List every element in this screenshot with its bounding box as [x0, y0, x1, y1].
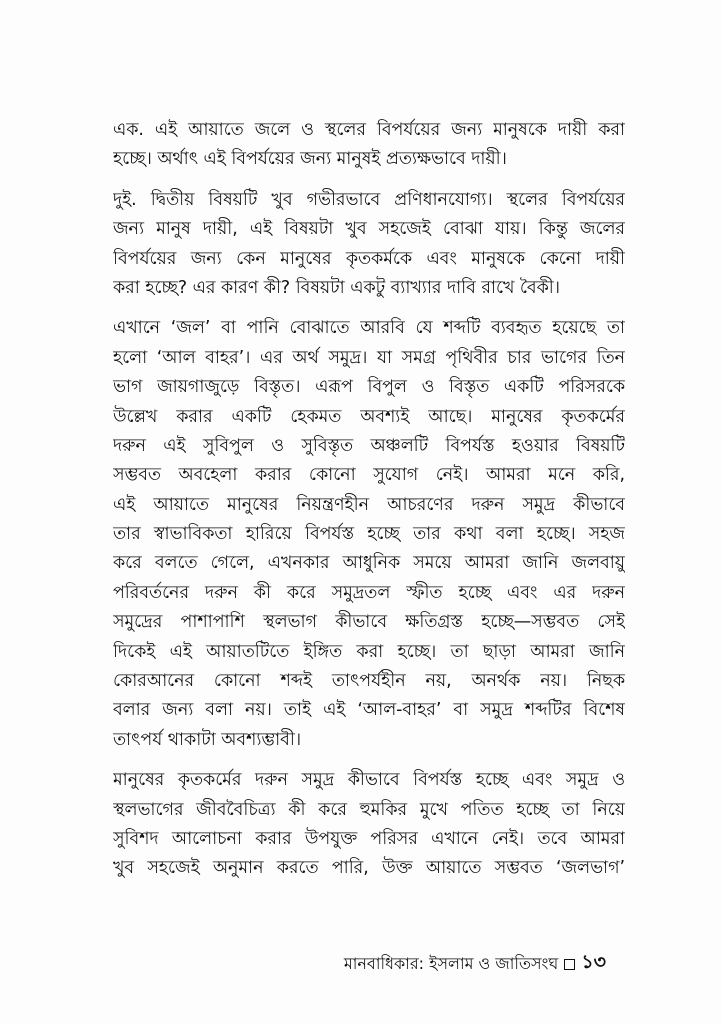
text-line: এখানে ‘জল’ বা পানি বোঝাতে আরবি যে শব্দটি ব্যবহৃত হয়েছে তা — [113, 318, 625, 339]
text-line: উল্লেখ করার একটি হেকমত অবশ্যই আছে। মানুষের কৃতকর্মের — [113, 406, 625, 427]
text-line: তাৎপর্য থাকাটা অবশ্যম্ভাবী। — [113, 729, 302, 750]
running-title: মানবাধিকার: ইসলাম ও জাতিসংঘ — [343, 953, 559, 973]
text-line: কোরআনের কোনো শব্দই তাৎপর্যহীন নয়, অনর্থক নয়। নিছক — [113, 671, 625, 692]
paragraph-2 — [113, 186, 625, 304]
text-line: খুব সহজেই অনুমান করতে পারি, উক্ত আয়াতে সম্ভবত ‘জলভাগ’ — [113, 858, 625, 879]
text-line: তার স্বাভাবিকতা হারিয়ে বিপর্যস্ত হচ্ছে তার কথা বলা হচ্ছে। সহজ — [113, 524, 625, 545]
text-line: মানুষের কৃতকর্মের দরুন সমুদ্র কীভাবে বিপর্যস্ত হচ্ছে এবং সমুদ্র ও — [113, 770, 625, 791]
square-separator-icon — [564, 959, 575, 970]
text-line: করে বলতে গেলে, এখনকার আধুনিক সময়ে আমরা জানি জলবায়ু — [113, 553, 625, 574]
text-line: করা হচ্ছে? এর কারণ কী? বিষয়টা একটু ব্যাখ্যার দাবি রাখে বৈকী। — [113, 277, 560, 298]
text-line: দিকেই এই আয়াতটিতে ইঙ্গিত করা হচ্ছে। তা ছাড়া আমরা জানি — [113, 641, 625, 662]
text-line: পরিবর্তনের দরুন কী করে সমুদ্রতল স্ফীত হচ্ছে এবং এর দরুন — [113, 582, 625, 603]
text-line: জন্য মানুষ দায়ী, এই বিষয়টা খুব সহজেই বোঝা যায়। কিন্তু জলের — [113, 219, 625, 240]
page-footer — [344, 948, 606, 980]
text-line: দরুন এই সুবিপুল ও সুবিস্তৃত অঞ্চলটি বিপর্যস্ত হওয়ার বিষয়টি — [113, 435, 625, 456]
paragraph-4 — [113, 766, 625, 884]
text-line: হচ্ছে। অর্থাৎ এই বিপর্যয়ের জন্য মানুষই প্রত্যক্ষভাবে দায়ী। — [113, 149, 507, 170]
text-line: হলো ‘আল বাহর’। এর অর্থ সমুদ্র। যা সমগ্র পৃথিবীর চার ভাগের তিন — [113, 347, 625, 368]
text-line: এক. এই আয়াতে জলে ও স্থলের বিপর্যয়ের জন্য মানুষকে দায়ী করা — [113, 120, 625, 140]
body-text — [113, 116, 625, 895]
paragraph-3 — [113, 314, 625, 755]
text-line: বলার জন্য বলা নয়। তাই এই ‘আল-বাহর’ বা সমুদ্র শব্দটির বিশেষ — [113, 700, 625, 721]
text-line: সম্ভবত অবহেলা করার কোনো সুযোগ নেই। আমরা মনে করি, — [113, 465, 625, 486]
text-line: সমুদ্রের পাশাপাশি স্থলভাগ কীভাবে ক্ষতিগ্রস্ত হচ্ছে—সম্ভবত সেই — [113, 612, 625, 633]
text-line: এই আয়াতে মানুষের নিয়ন্ত্রণহীন আচরণের দরুন সমুদ্র কীভাবে — [113, 494, 625, 515]
text-line: সুবিশদ আলোচনা করার উপযুক্ত পরিসর এখানে নেই। তবে আমরা — [113, 828, 625, 849]
text-line: দুই. দ্বিতীয় বিষয়টি খুব গভীরভাবে প্রণিধানযোগ্য। স্থলের বিপর্যয়ের — [113, 189, 625, 210]
text-line: ভাগ জায়গাজুড়ে বিস্তৃত। এরূপ বিপুল ও বিস্তৃত একটি পরিসরকে — [113, 377, 625, 398]
text-line: স্থলভাগের জীববৈচিত্র্য কী করে হুমকির মুখে পতিত হচ্ছে তা নিয়ে — [113, 799, 625, 820]
page-number: ১৩ — [581, 951, 606, 973]
text-line: বিপর্যয়ের জন্য কেন মানুষের কৃতকর্মকে এবং মানুষকে কেনো দায়ী — [113, 248, 625, 269]
paragraph-1 — [113, 116, 625, 175]
